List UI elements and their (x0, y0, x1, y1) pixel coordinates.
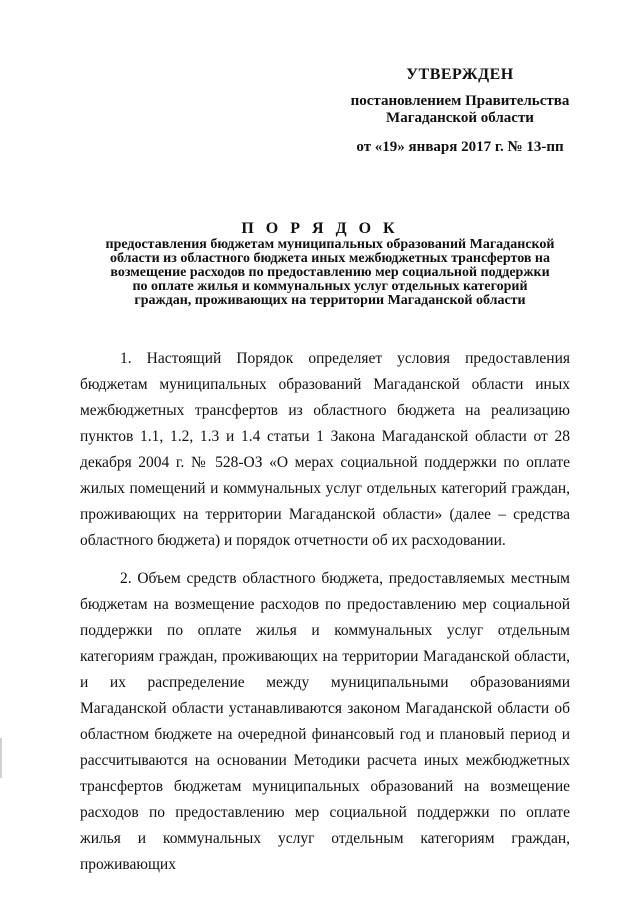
approval-line-1: постановлением Правительства (350, 93, 570, 109)
document-body (80, 346, 570, 878)
paragraph-2: 2. Объем средств областного бюджета, предоставляемых местным бюджетам на возмещение расходов по предоставлению мер социальной поддержки по оплате жилья и коммунальных услуг отдельным категориям граждан, проживающих на территории Магаданской области, и их распределение между муниципальными образованиями Магаданской области устанавливаются законом Магаданской области об областном бюджете на очередной финансовый год и плановый период и рассчитываются на основании Методики расчета иных межбюджетных трансфертов бюджетам муниципальных образований на возмещение расходов по предоставлению мер социальной поддержки по оплате жилья и коммунальных услуг отдельным категориям граждан, проживающих (80, 570, 570, 873)
document-subtitle (80, 238, 580, 308)
approval-line-2: Магаданской области (386, 110, 534, 126)
scan-margin-mark (0, 738, 2, 778)
subtitle-line: по оплате жилья и коммунальных услуг отдельных категорий (132, 279, 528, 294)
approval-stamp (330, 66, 590, 156)
paragraph-1: 1. Настоящий Порядок определяет условия предоставления бюджетам муниципальных образований Магаданской области иных межбюджетных трансфертов из областного бюджета на реализацию пунктов 1.1, 1.2, 1.3 и 1.4 статьи 1 Закона Магаданской области от 28 декабря 2004 г. № 528-ОЗ «О мерах социальной поддержки по оплате жилых помещений и коммунальных услуг отдельных категорий граждан, проживающих на территории Магаданской области» (далее – средства областного бюджета) и порядок отчетности об их расходовании. (80, 350, 570, 549)
subtitle-line: области из областного бюджета иных межбюджетных трансфертов на (110, 251, 550, 266)
subtitle-line: граждан, проживающих на территории Магаданской области (134, 293, 526, 308)
approval-title: УТВЕРЖДЕН (406, 66, 514, 83)
subtitle-line: возмещение расходов по предоставлению мер социальной поддержки (110, 265, 550, 280)
approval-date: от «19» января 2017 г. № 13-пп (356, 139, 564, 155)
document-title: П О Р Я Д О К (241, 220, 399, 237)
subtitle-line: предоставления бюджетам муниципальных образований Магаданской (105, 237, 555, 252)
